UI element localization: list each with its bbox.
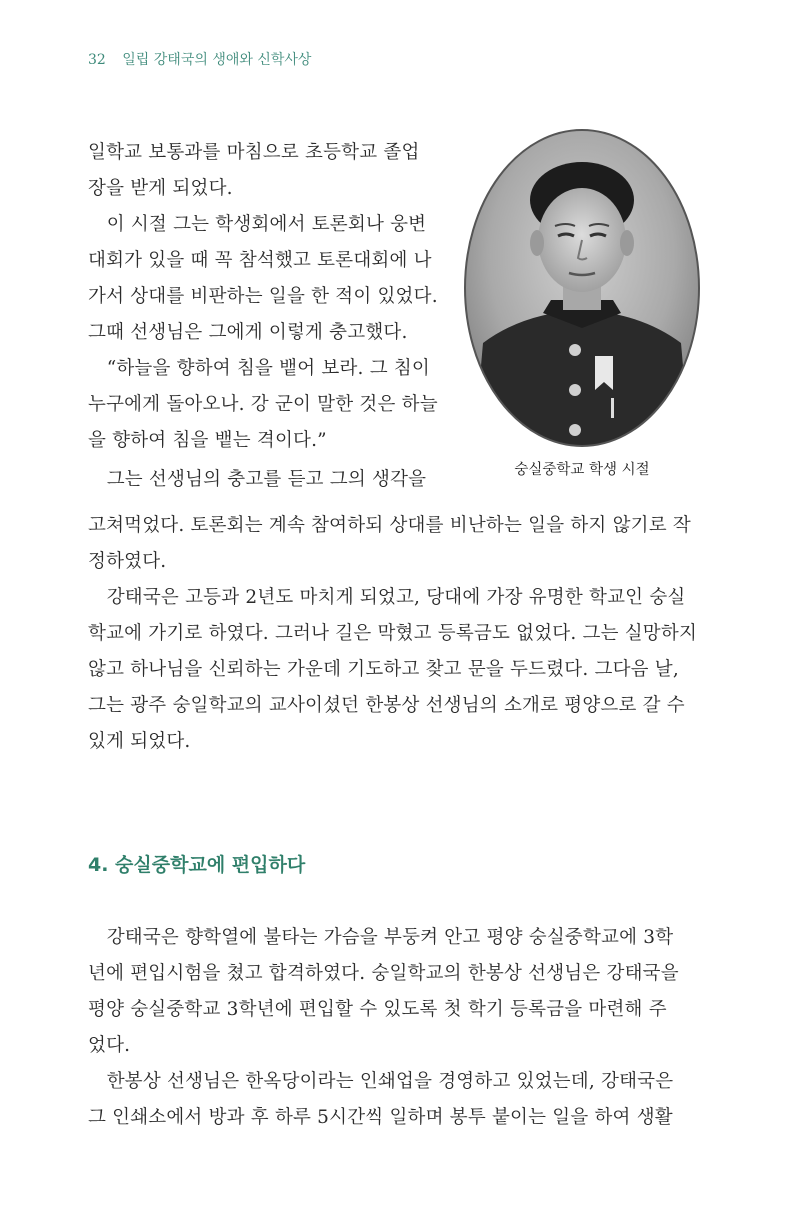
text-line: 이 시절 그는 학생회에서 토론회나 웅변	[88, 214, 427, 235]
text-line: 을 향하여 침을 뱉는 격이다.”	[88, 430, 327, 451]
student-portrait-photo	[463, 128, 701, 448]
text-line: 평양 숭실중학교 3학년에 편입할 수 있도록 첫 학기 등록금을 마련해 주	[88, 999, 667, 1020]
text-line: 년에 편입시험을 쳤고 합격하였다. 숭일학교의 한봉상 선생님은 강태국을	[88, 963, 679, 984]
text-line: 학교에 가기로 하였다. 그러나 길은 막혔고 등록금도 없었다. 그는 실망하지	[88, 623, 698, 644]
text-line: 장을 받게 되었다.	[88, 178, 233, 199]
text-line: 강태국은 향학열에 불타는 가슴을 부둥켜 안고 평양 숭실중학교에 3학	[88, 927, 674, 948]
text-line: 그는 광주 숭일학교의 교사이셨던 한봉상 선생님의 소개로 평양으로 갈 수	[88, 695, 685, 716]
text-line: 그는 선생님의 충고를 듣고 그의 생각을	[88, 469, 427, 490]
text-line: 강태국은 고등과 2년도 마치게 되었고, 당대에 가장 유명한 학교인 숭실	[88, 587, 686, 608]
text-line: 않고 하나님을 신뢰하는 가운데 기도하고 찾고 문을 두드렸다. 그다음 날,	[88, 659, 679, 680]
text-line: 대회가 있을 때 꼭 참석했고 토론대회에 나	[88, 250, 432, 271]
text-line: 그때 선생님은 그에게 이렇게 충고했다.	[88, 322, 408, 343]
page-number: 32	[88, 52, 106, 68]
section-heading: 4. 숭실중학교에 편입하다	[88, 854, 306, 876]
photo-caption: 숭실중학교 학생 시절	[514, 462, 650, 478]
running-header	[88, 49, 311, 69]
text-line: 있게 되었다.	[88, 731, 191, 752]
text-line: 한봉상 선생님은 한옥당이라는 인쇄업을 경영하고 있었는데, 강태국은	[88, 1071, 674, 1092]
running-title: 일립 강태국의 생애와 신학사상	[122, 52, 312, 68]
text-line: 었다.	[88, 1035, 131, 1056]
text-line: 고쳐먹었다. 토론회는 계속 참여하되 상대를 비난하는 일을 하지 않기로 작	[88, 515, 691, 536]
text-line: “하늘을 향하여 침을 뱉어 보라. 그 침이	[88, 358, 430, 379]
text-line: 가서 상대를 비판하는 일을 한 적이 있었다.	[88, 286, 438, 307]
text-line: 그 인쇄소에서 방과 후 하루 5시간씩 일하며 봉투 붙이는 일을 하여 생활	[88, 1107, 673, 1128]
text-line: 정하였다.	[88, 551, 167, 572]
text-line: 일학교 보통과를 마침으로 초등학교 졸업	[88, 142, 420, 163]
text-line: 누구에게 돌아오나. 강 군이 말한 것은 하늘	[88, 394, 438, 415]
